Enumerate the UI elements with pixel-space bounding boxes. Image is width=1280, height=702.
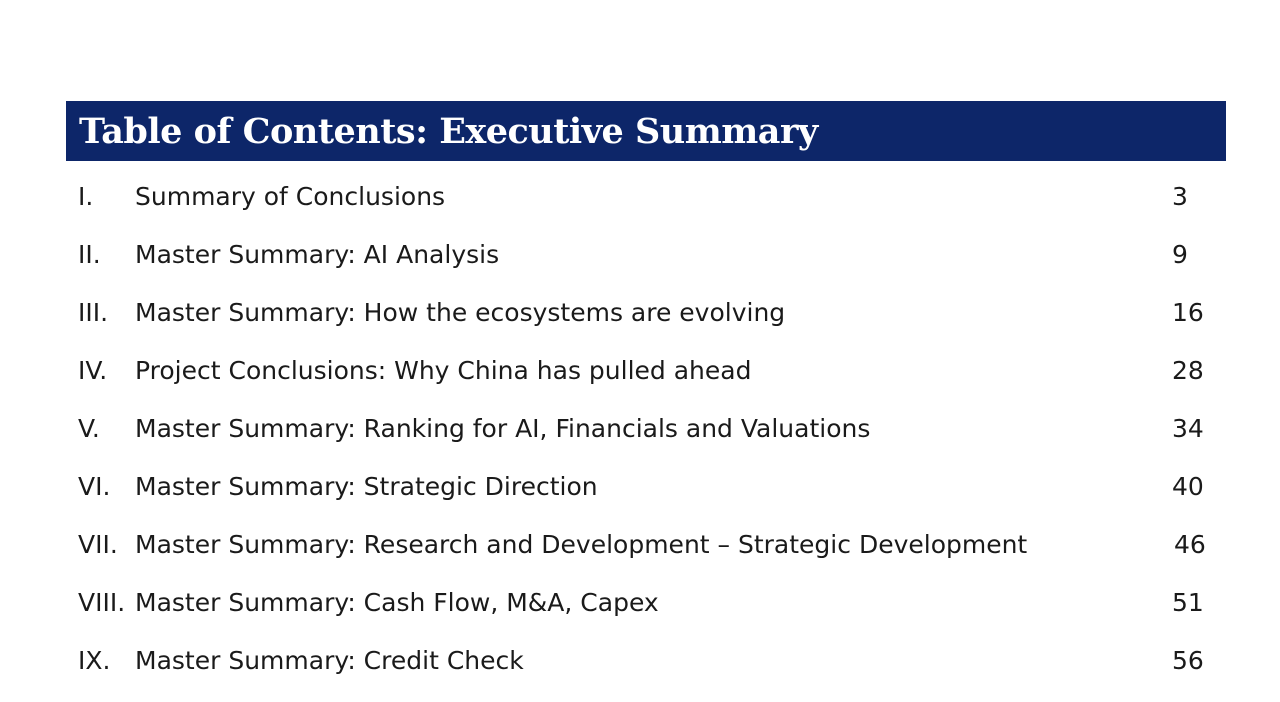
- toc-numeral: VIII.: [78, 588, 126, 617]
- toc-label: Master Summary: Strategic Direction: [135, 472, 598, 501]
- toc-numeral: I.: [78, 182, 94, 211]
- toc-entry[interactable]: [78, 235, 1218, 275]
- toc-page-number: 3: [1172, 182, 1188, 211]
- toc-page-number: 46: [1174, 530, 1206, 559]
- toc-entry[interactable]: [78, 583, 1218, 623]
- toc-page-number: 51: [1172, 588, 1204, 617]
- toc-entry[interactable]: [78, 177, 1218, 217]
- toc-label: Master Summary: AI Analysis: [135, 240, 500, 269]
- page-title: Table of Contents: Executive Summary: [79, 110, 818, 152]
- toc-entry[interactable]: [78, 409, 1218, 449]
- toc-label: Project Conclusions: Why China has pulled ahead: [135, 356, 752, 385]
- toc-label: Master Summary: How the ecosystems are evolving: [135, 298, 786, 327]
- toc-label: Master Summary: Ranking for AI, Financials and Valuations: [135, 414, 871, 443]
- toc-page-number: 28: [1172, 356, 1204, 385]
- toc-label: Master Summary: Credit Check: [135, 646, 524, 675]
- toc-page-number: 40: [1172, 472, 1204, 501]
- toc-numeral: IV.: [78, 356, 108, 385]
- toc-label: Master Summary: Research and Development – Strategic Development: [135, 530, 1028, 559]
- toc-page-number: 34: [1172, 414, 1204, 443]
- toc-entry[interactable]: [78, 467, 1218, 507]
- toc-page-number: 9: [1172, 240, 1188, 269]
- toc-entry[interactable]: [78, 641, 1218, 681]
- toc-numeral: VI.: [78, 472, 111, 501]
- toc-numeral: VII.: [78, 530, 118, 559]
- toc-entry[interactable]: [78, 293, 1218, 333]
- toc-label: Master Summary: Cash Flow, M&A, Capex: [135, 588, 659, 617]
- toc-label: Summary of Conclusions: [135, 182, 446, 211]
- toc-page-number: 56: [1172, 646, 1204, 675]
- toc-entry[interactable]: [78, 525, 1218, 565]
- toc-numeral: IX.: [78, 646, 111, 675]
- toc-page-number: 16: [1172, 298, 1204, 327]
- toc-numeral: III.: [78, 298, 109, 327]
- toc-entry[interactable]: [78, 351, 1218, 391]
- toc-numeral: V.: [78, 414, 100, 443]
- toc-numeral: II.: [78, 240, 101, 269]
